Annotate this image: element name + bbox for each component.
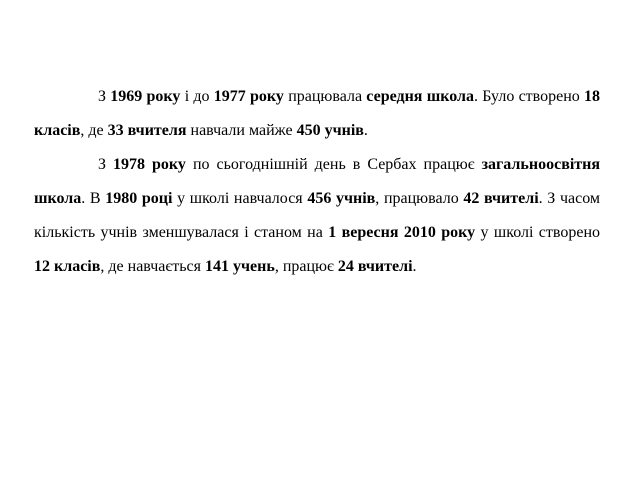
paragraph-history-1978 xyxy=(34,148,600,284)
text-segment: , працювало xyxy=(375,190,464,207)
text-segment: по сьогоднішній день в Сербах працює xyxy=(185,156,482,173)
bold-school-type: загальноосвітня школа xyxy=(34,156,601,207)
text-segment: у школі створено xyxy=(475,224,601,241)
bold-teachers-count: 33 вчителя xyxy=(107,122,187,139)
bold-teachers-count: 24 вчителі xyxy=(337,258,413,275)
text-segment: . xyxy=(412,258,417,275)
bold-year-1969: 1969 року xyxy=(110,88,181,105)
bold-classes-count: 12 класів xyxy=(34,258,101,275)
text-segment: . xyxy=(363,122,368,139)
bold-teachers-count: 42 вчителі xyxy=(463,190,539,207)
text-segment: . В xyxy=(81,190,106,207)
bold-year-1980: 1980 році xyxy=(105,190,173,207)
bold-school-type: середня школа xyxy=(366,88,474,105)
text-segment: . Було створено xyxy=(474,88,585,105)
bold-students-count: 450 учнів xyxy=(296,122,364,139)
bold-year-1978: 1978 року xyxy=(113,156,186,173)
bold-students-count: 456 учнів xyxy=(307,190,376,207)
bold-classes-count: 18 класів xyxy=(34,88,601,139)
text-segment: З xyxy=(98,156,114,173)
bold-students-count: 141 учень xyxy=(205,258,275,275)
text-segment: , працює xyxy=(274,258,338,275)
text-segment: навчали майже xyxy=(186,122,297,139)
text-segment: і до xyxy=(180,88,214,105)
text-segment: . З часом кількість учнів зменшувалася і станом на xyxy=(34,190,601,241)
text-segment: працювала xyxy=(283,88,367,105)
bold-date-2010: 1 вересня 2010 року xyxy=(328,224,476,241)
text-segment: , де xyxy=(80,122,108,139)
text-segment: , де навчається xyxy=(100,258,206,275)
bold-year-1977: 1977 року xyxy=(213,88,284,105)
text-segment: З xyxy=(98,88,111,105)
paragraph-history-1969 xyxy=(34,80,600,148)
text-segment: у школі навчалося xyxy=(172,190,308,207)
